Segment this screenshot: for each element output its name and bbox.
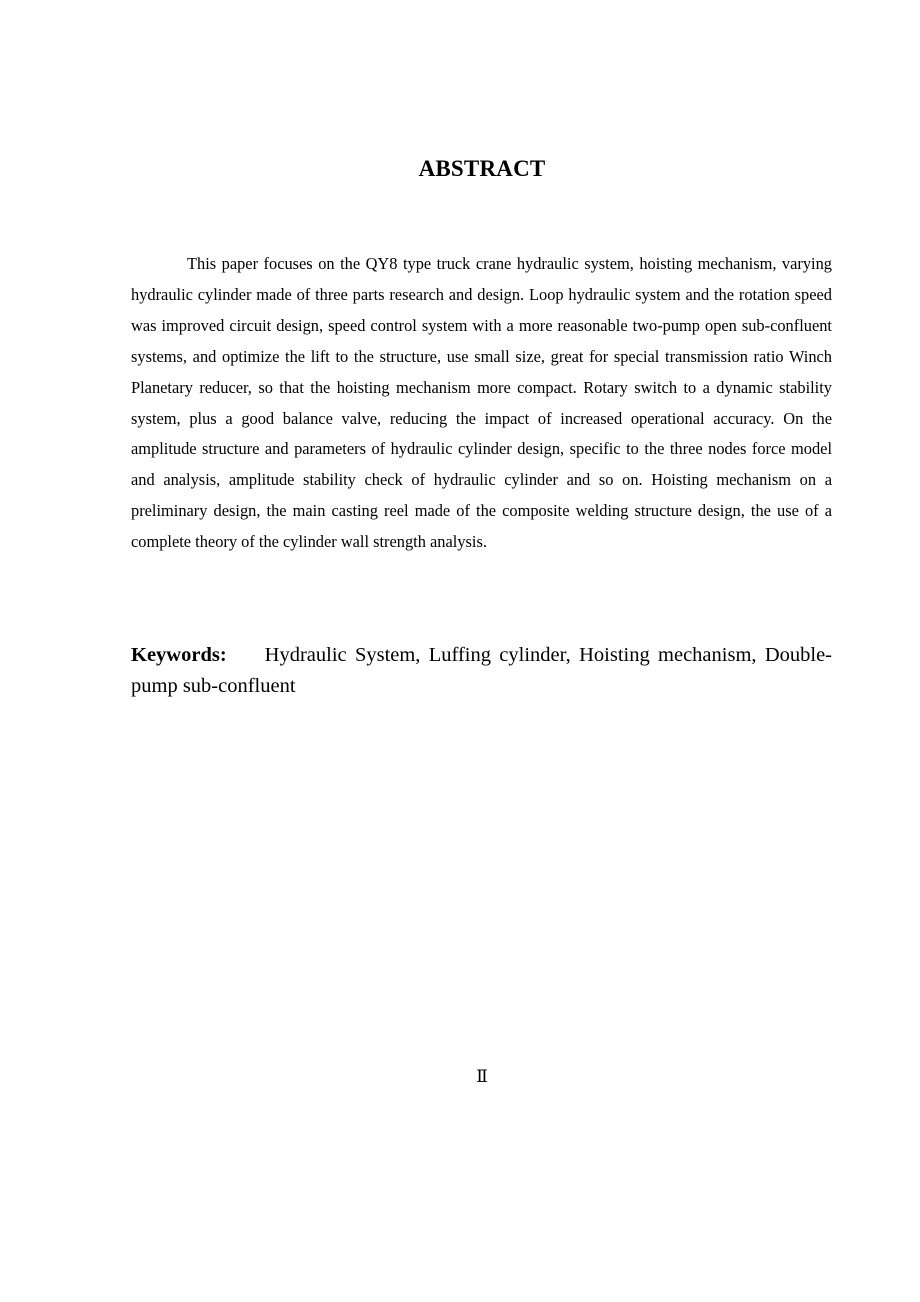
keywords-text: Hydraulic System, Luffing cylinder, Hoisting mechanism, Double-pump sub-confluent	[131, 644, 832, 697]
keywords-section	[131, 640, 832, 702]
page-number: Ⅱ	[476, 1067, 488, 1086]
keywords-label: Keywords:	[131, 644, 227, 666]
abstract-paragraph: This paper focuses on the QY8 type truck crane hydraulic system, hoisting mechanism, varying hydraulic cylinder made of three parts research and design. Loop hydraulic system and the rotation speed was improved circuit design, speed control system with a more reasonable two-pump open sub-confluent systems, and optimize the lift to the structure, use small size, great for special transmission ratio Winch Planetary reducer, so that the hoisting mechanism more compact. Rotary switch to a dynamic stability system, plus a good balance valve, reducing the impact of increased operational accuracy. On the amplitude structure and parameters of hydraulic cylinder design, specific to the three nodes force model and analysis, amplitude stability check of hydraulic cylinder and so on. Hoisting mechanism on a preliminary design, the main casting reel made of the composite welding structure design, the use of a complete theory of the cylinder wall strength analysis.	[131, 254, 832, 552]
abstract-title: ABSTRACT	[418, 156, 546, 181]
